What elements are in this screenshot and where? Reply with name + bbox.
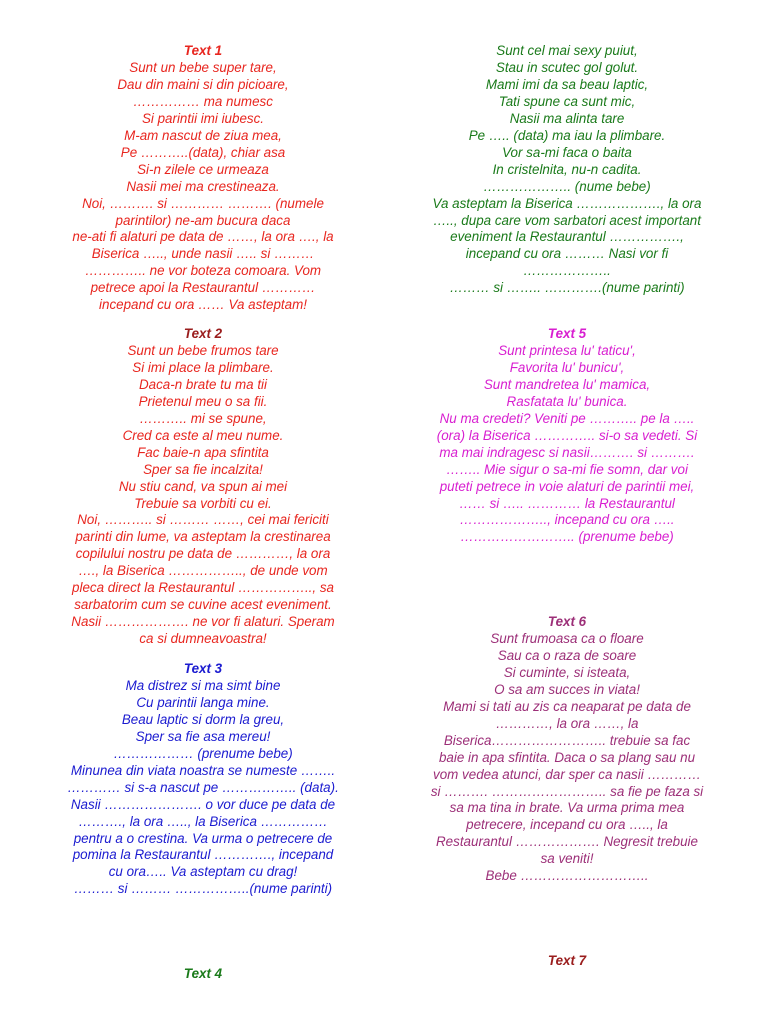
text-line: incepand cu ora …… Va asteptam!: [99, 297, 307, 313]
text5-block: [374, 326, 760, 546]
text1-title: Text 1: [183, 43, 223, 58]
text-line: petrece apoi la Restaurantul …………: [90, 280, 316, 296]
text2-title: Text 2: [183, 326, 223, 341]
text-line: Tati spune ca sunt mic,: [498, 93, 636, 109]
text-line: Nu stiu cand, va spun ai mei: [118, 478, 288, 494]
text2-lines: [10, 343, 396, 648]
text-line: eveniment la Restaurantul …………….,: [450, 229, 684, 245]
text-line: Sunt cel mai sexy puiut,: [496, 43, 638, 58]
text-line: M-am nascut de ziua mea,: [124, 127, 282, 143]
text1-block: [10, 43, 396, 314]
text-line: baie in apa sfintita. Daca o sa plang sau nu: [438, 749, 696, 765]
text-line: ……………….., incepand cu ora …..: [459, 512, 675, 528]
text-line: ……………… (prenume bebe): [113, 745, 293, 761]
text-line: Sper sa fie asa mereu!: [135, 728, 271, 744]
text-line: Biserica…………………….. trebuie sa fac: [443, 732, 691, 748]
text3-block: [10, 661, 396, 898]
text-line: pentru a o crestina. Va urma o petrecere de: [73, 830, 333, 846]
text-line: Minunea din viata noastra se numeste ……..: [70, 762, 336, 778]
text-line: Sau ca o raza de soare: [497, 647, 637, 663]
text4-block: [10, 966, 396, 983]
text-line: ……… si ……… ……………..(nume parinti): [73, 881, 333, 897]
text-line: cu ora….. Va asteptam cu drag!: [108, 864, 298, 880]
text-line: si ………. …………………….. sa fie pe faza si: [430, 783, 704, 799]
text-line: Dau din maini si din picioare,: [117, 76, 289, 92]
left-column: [10, 0, 396, 1024]
text-line: Beau laptic si dorm la greu,: [121, 711, 285, 727]
text-line: puteti petrece in voie alaturi de parintii mei,: [439, 478, 695, 494]
text-line: Ma distrez si ma simt bine: [125, 677, 281, 693]
text4-title: Text 4: [183, 966, 223, 981]
text-line: Sunt un bebe frumos tare: [127, 342, 279, 358]
text-line: copilului nostru pe data de …………, la ora: [75, 546, 331, 562]
text-line: vom vedea atunci, dar sper ca nasii …………: [433, 766, 701, 782]
text-line: Stau in scutec gol golut.: [495, 59, 639, 75]
text-line: ………… si s-a nascut pe …………….. (data).: [67, 779, 339, 795]
text-line: Sunt mandretea lu' mamica,: [483, 376, 651, 392]
text-line: Si imi place la plimbare.: [132, 359, 274, 375]
text-line: ……… si …….. ………….(nume parinti): [449, 280, 685, 296]
text-line: parinti din lume, va asteptam la crestinarea: [75, 529, 331, 545]
text-line: Sunt un bebe super tare,: [129, 59, 277, 75]
text-line: Si cuminte, si isteata,: [503, 664, 631, 680]
text-line: incepand cu ora ……… Nasi vor fi: [465, 246, 669, 262]
text-line: parintilor) ne-am bucura daca: [115, 212, 291, 228]
text-line: Si parintii imi iubesc.: [141, 110, 265, 126]
text-line: …… si ….. ………… la Restaurantul: [459, 495, 675, 511]
text-line: Cu parintii langa mine.: [136, 694, 270, 710]
text-line: Biserica ….., unde nasii ….. si ………: [91, 246, 315, 262]
text-line: Rasfatata lu' bunica.: [506, 393, 628, 409]
text-line: Nasii ………………. ne vor fi alaturi. Speram: [71, 614, 335, 630]
text-line: Daca-n brate tu ma tii: [138, 376, 267, 392]
text-line: sarbatorim cum se cuvine acest eveniment.: [74, 597, 332, 613]
text-line: …………………….. (prenume bebe): [460, 529, 674, 545]
text-line: Si-n zilele ce urmeaza: [137, 161, 269, 177]
text1-lines: [10, 60, 396, 314]
text-line: Pe ………..(data), chiar asa: [120, 144, 286, 160]
text7-title: Text 7: [547, 953, 587, 968]
text-line: Restaurantul ………………. Negresit trebuie: [436, 834, 698, 850]
text-line: ………………..: [523, 263, 611, 279]
text-line: sa veniti!: [540, 851, 594, 867]
text-line: ne-ati fi alaturi pe data de ……, la ora …., la: [72, 229, 334, 245]
text-line: ca si dumneavoastra!: [139, 631, 267, 647]
text6-lines: [374, 631, 760, 885]
text-line: Vor sa-mi faca o baita: [502, 144, 632, 160]
text-line: petrecere, incepand cu ora ….., la: [466, 817, 668, 833]
text-line: …., la Biserica …………….., de unde vom: [78, 563, 328, 579]
text-line: pleca direct la Restaurantul …………….., sa: [72, 580, 334, 596]
text-line: Favorita lu' bunicu',: [509, 359, 625, 375]
text6-title: Text 6: [547, 614, 587, 629]
text-line: ……………….. (nume bebe): [483, 178, 651, 194]
text-line: Pe ….. (data) ma iau la plimbare.: [468, 127, 666, 143]
text-line: In cristelnita, nu-n cadita.: [492, 161, 642, 177]
text4-body-lines: [374, 43, 760, 297]
text-line: Trebuie sa vorbiti cu ei.: [134, 495, 272, 511]
text-line: Sper sa fie incalzita!: [143, 461, 263, 477]
text6-block: [374, 614, 760, 885]
text3-title: Text 3: [183, 661, 223, 676]
text-line: ………., la ora ….., la Biserica ……………: [78, 813, 328, 829]
text-line: Nasii mei ma crestineaza.: [126, 178, 280, 194]
text-line: …………… ma numesc: [133, 93, 273, 109]
text-line: ma mai indragesc si nasii………. si ……….: [439, 444, 695, 460]
text-line: ……….. mi se spune,: [139, 410, 267, 426]
text-line: Sunt printesa lu' taticu',: [498, 342, 636, 358]
text-line: …….. Mie sigur o sa-mi fie somn, dar voi: [446, 461, 688, 477]
text-line: ….., dupa care vom sarbatori acest important: [433, 212, 701, 228]
right-column: [374, 0, 760, 1024]
text-line: Sunt frumoasa ca o floare: [490, 630, 644, 646]
text-line: …………, la ora ……, la: [495, 715, 639, 731]
text-line: Fac baie-n apa sfintita: [137, 444, 269, 460]
text-line: Mami imi da sa beau laptic,: [485, 76, 649, 92]
text-line: Mami si tati au zis ca neaparat pe data de: [443, 698, 691, 714]
text5-lines: [374, 343, 760, 546]
text-line: Va asteptam la Biserica ………………., la ora: [432, 195, 702, 211]
text-line: ………….. ne vor boteza comoara. Vom: [84, 263, 322, 279]
text3-lines: [10, 678, 396, 898]
text-line: Nasii ma alinta tare: [509, 110, 625, 126]
text-line: Cred ca este al meu nume.: [122, 427, 284, 443]
text-line: O sa am succes in viata!: [494, 681, 640, 697]
text-line: Noi, ……….. si ……… ……, cei mai fericiti: [77, 512, 329, 528]
text-line: Nu ma credeti? Veniti pe ……….. pe la …..: [439, 410, 695, 426]
text-line: Nasii …………………. o vor duce pe data de: [70, 796, 336, 812]
text5-title: Text 5: [547, 326, 587, 341]
text7-block: [374, 953, 760, 970]
text-line: pomina la Restaurantul …………., incepand: [72, 847, 334, 863]
text-line: Noi, ………. si ………… ………. (numele: [82, 195, 324, 211]
text-line: Bebe ………………………..: [485, 868, 649, 884]
text-line: sa ma tina in brate. Va urma prima mea: [449, 800, 685, 816]
text2-block: [10, 326, 396, 648]
text-line: Prietenul meu o sa fii.: [138, 393, 268, 409]
text4-body-block: [374, 43, 760, 297]
text-line: (ora) la Biserica ………….. si-o sa vedeti. Si: [436, 427, 698, 443]
